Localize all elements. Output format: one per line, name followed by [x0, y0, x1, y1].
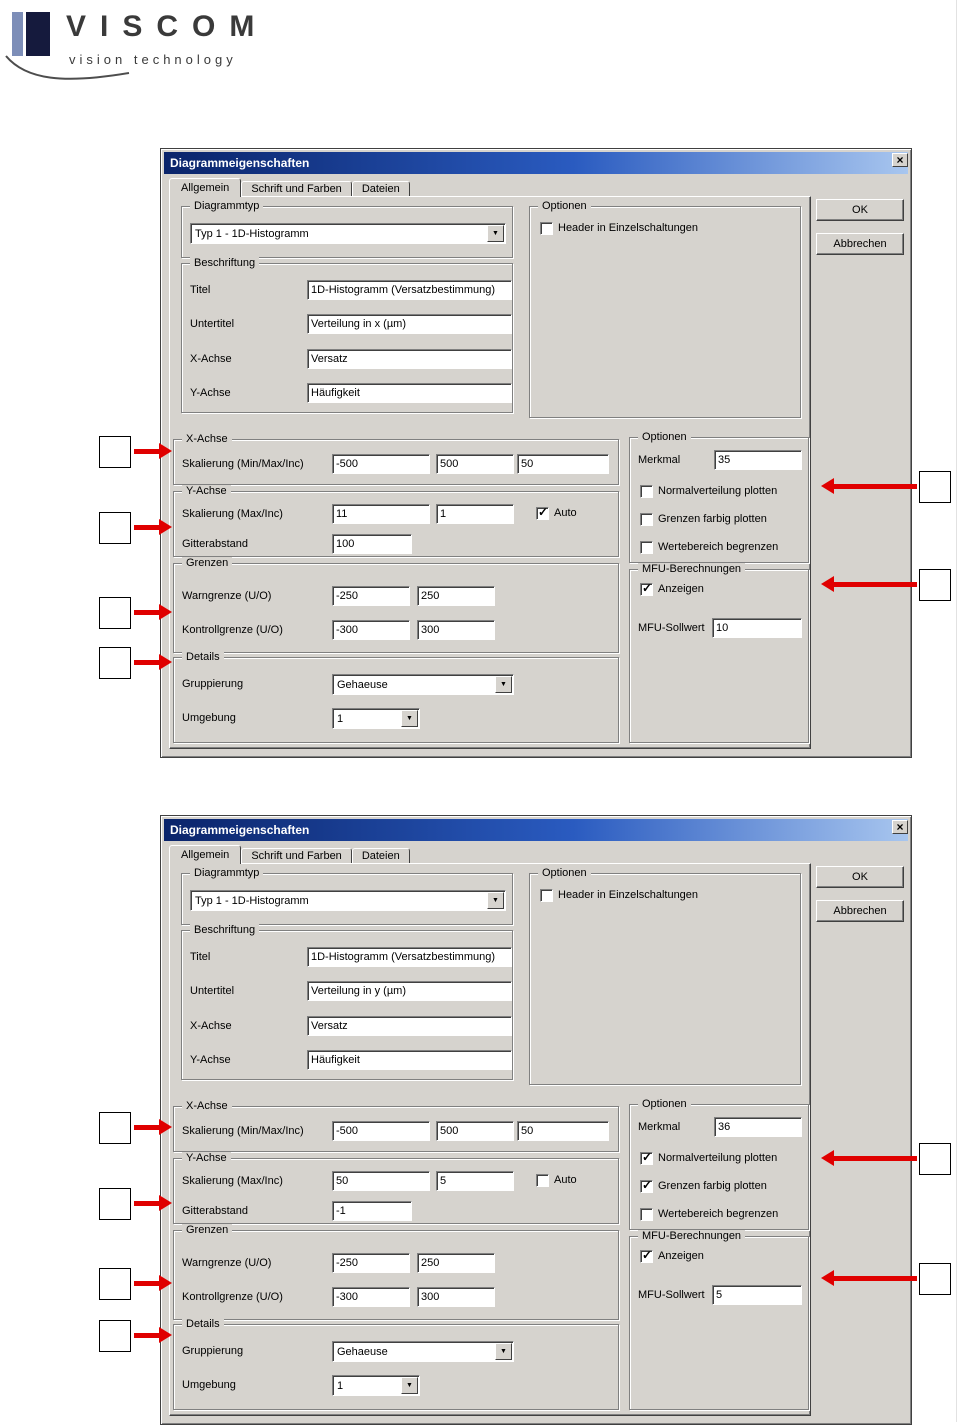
group-details [173, 651, 619, 743]
group-label: X-Achse [182, 1100, 232, 1113]
checkbox-anzeigen[interactable] [640, 582, 704, 596]
callout-box [99, 1188, 131, 1220]
title-bar[interactable] [164, 152, 908, 174]
callout-box [99, 436, 131, 468]
merkmal-input[interactable] [714, 1117, 802, 1137]
group-label: Optionen [638, 431, 691, 444]
checkbox-box[interactable] [640, 513, 653, 526]
yachse-label: Y-Achse [190, 387, 231, 399]
checkbox-wertebereich-begrenzen[interactable] [640, 1207, 778, 1221]
logo-tagline: vision technology [69, 52, 237, 67]
group-diagrammtyp [181, 867, 513, 925]
dialog-diagrammeigenschaften-1 [160, 148, 912, 758]
logo-brand-text: VISCOM [66, 10, 269, 43]
diagrammtyp-combobox[interactable] [190, 890, 506, 911]
mfu-sollwert-input[interactable] [712, 618, 802, 638]
checkbox-anzeigen[interactable] [640, 1249, 704, 1263]
viscom-logo [10, 8, 310, 92]
yachse-input[interactable] [307, 383, 512, 403]
checkbox-wertebereich-begrenzen[interactable] [640, 540, 778, 554]
checkbox-box[interactable] [640, 1250, 653, 1263]
callout-box [919, 1143, 951, 1175]
checkbox-label: Wertebereich begrenzen [658, 1208, 779, 1220]
chevron-down-icon[interactable] [401, 710, 418, 727]
ok-button[interactable]: OK [816, 866, 904, 888]
titel-input[interactable] [307, 280, 512, 300]
x-min-input[interactable] [332, 1121, 430, 1141]
callout-arrow-right-icon [134, 525, 160, 530]
group-details [173, 1318, 619, 1410]
tab-strip [169, 845, 410, 863]
group-label: Grenzen [182, 557, 232, 570]
skalierung-max-inc-label: Skalierung (Max/Inc) [182, 1175, 283, 1187]
tab-strip [169, 178, 410, 196]
checkbox-normalverteilung-plotten[interactable] [640, 1151, 777, 1165]
group-y-achse [173, 1152, 619, 1224]
checkbox-label: Grenzen farbig plotten [658, 1180, 767, 1192]
skalierung-min-max-inc-label: Skalierung (Min/Max/Inc) [182, 1125, 304, 1137]
untertitel-input[interactable] [307, 981, 512, 1001]
checkbox-label: Header in Einzelschaltungen [558, 222, 699, 234]
group-label: MFU-Berechnungen [638, 563, 745, 576]
combobox-value: Typ 1 - 1D-Histogramm [195, 894, 309, 907]
chevron-down-icon[interactable] [487, 225, 504, 242]
checkbox-box[interactable] [640, 583, 653, 596]
group-beschriftung [181, 924, 513, 1080]
x-inc-input[interactable] [517, 454, 609, 474]
chevron-down-icon[interactable] [495, 1343, 512, 1360]
tab-dateien[interactable]: Dateien [352, 181, 410, 196]
title-bar[interactable] [164, 819, 908, 841]
warngrenze-label: Warngrenze (U/O) [182, 590, 272, 602]
group-mfu-berechnungen [629, 1230, 809, 1410]
checkbox-grenzen-farbig-plotten[interactable] [640, 1179, 767, 1193]
callout-arrow-right-icon [134, 1281, 160, 1286]
combobox-value: 1 [337, 1379, 344, 1392]
checkbox-box[interactable] [536, 1174, 549, 1187]
mfu-sollwert-label: MFU-Sollwert [638, 1289, 705, 1301]
kontrollgrenze-max-input[interactable] [417, 620, 495, 640]
combobox-value: 1 [337, 712, 344, 725]
mfu-sollwert-input[interactable] [712, 1285, 802, 1305]
close-icon [896, 151, 903, 169]
page-edge-line [956, 0, 957, 1422]
group-diagrammtyp [181, 200, 513, 258]
checkbox-label: Wertebereich begrenzen [658, 541, 779, 553]
cancel-button[interactable]: Abbrechen [816, 900, 904, 922]
skalierung-max-inc-label: Skalierung (Max/Inc) [182, 508, 283, 520]
checkbox-box[interactable] [640, 485, 653, 498]
gitterabstand-input[interactable] [332, 1201, 412, 1221]
untertitel-input[interactable] [307, 314, 512, 334]
tab-dateien[interactable]: Dateien [352, 848, 410, 863]
checkbox-box[interactable] [540, 889, 553, 902]
checkbox-label: Grenzen farbig plotten [658, 513, 767, 525]
callout-arrow-right-icon [134, 449, 160, 454]
warngrenze-min-input[interactable] [332, 1253, 410, 1273]
merkmal-label: Merkmal [638, 454, 681, 466]
group-label: Details [182, 1318, 224, 1331]
callout-box [99, 647, 131, 679]
dialog-title: Diagrammeigenschaften [170, 823, 310, 837]
group-y-achse [173, 485, 619, 557]
checkbox-grenzen-farbig-plotten[interactable] [640, 512, 767, 526]
callout-arrow-left-icon [833, 1276, 917, 1281]
checkbox-header-einzelschaltungen[interactable] [540, 221, 698, 235]
group-label: X-Achse [182, 433, 232, 446]
chevron-down-icon[interactable] [487, 892, 504, 909]
chevron-down-icon[interactable] [401, 1377, 418, 1394]
yachse-input[interactable] [307, 1050, 512, 1070]
checkbox-label: Anzeigen [658, 583, 704, 595]
xachse-label: X-Achse [190, 1020, 232, 1032]
checkbox-box[interactable] [540, 222, 553, 235]
callout-box [99, 597, 131, 629]
y-inc-input[interactable] [436, 1171, 514, 1191]
checkbox-label: Normalverteilung plotten [658, 1152, 778, 1164]
checkbox-label: Normalverteilung plotten [658, 485, 778, 497]
warngrenze-max-input[interactable] [417, 1253, 495, 1273]
kontrollgrenze-max-input[interactable] [417, 1287, 495, 1307]
x-max-input[interactable] [436, 454, 514, 474]
callout-box [919, 1263, 951, 1295]
x-inc-input[interactable] [517, 1121, 609, 1141]
checkbox-label: Auto [554, 507, 577, 519]
merkmal-input[interactable] [714, 450, 802, 470]
merkmal-label: Merkmal [638, 1121, 681, 1133]
logo-icon-light-bar [12, 12, 23, 56]
callout-arrow-right-icon [134, 610, 160, 615]
umgebung-combobox[interactable] [332, 1375, 420, 1396]
titel-input[interactable] [307, 947, 512, 967]
y-max-input[interactable] [332, 504, 430, 524]
x-max-input[interactable] [436, 1121, 514, 1141]
group-grenzen [173, 557, 619, 653]
close-button[interactable] [892, 153, 908, 167]
tab-schrift-und-farben[interactable]: Schrift und Farben [241, 848, 352, 863]
umgebung-label: Umgebung [182, 1379, 236, 1391]
dialog-title: Diagrammeigenschaften [170, 156, 310, 170]
kontrollgrenze-label: Kontrollgrenze (U/O) [182, 624, 283, 636]
group-x-achse [173, 1100, 619, 1152]
group-label: Y-Achse [182, 1152, 231, 1165]
diagrammtyp-combobox[interactable] [190, 223, 506, 244]
tab-schrift-und-farben[interactable]: Schrift und Farben [241, 181, 352, 196]
tab-allgemein[interactable]: Allgemein [169, 845, 241, 864]
checkbox-header-einzelschaltungen[interactable] [540, 888, 698, 902]
group-x-achse [173, 433, 619, 485]
ok-button[interactable]: OK [816, 199, 904, 221]
group-label: Optionen [538, 200, 591, 213]
xachse-input[interactable] [307, 349, 512, 369]
mfu-sollwert-label: MFU-Sollwert [638, 622, 705, 634]
callout-arrow-right-icon [134, 660, 160, 665]
gruppierung-combobox[interactable] [332, 674, 514, 695]
checkbox-box[interactable] [640, 1208, 653, 1221]
group-optionen [629, 431, 809, 563]
checkbox-label: Anzeigen [658, 1250, 704, 1262]
group-label: Beschriftung [190, 924, 259, 937]
callout-arrow-left-icon [833, 484, 917, 489]
group-label: Diagrammtyp [190, 867, 263, 880]
group-label: Beschriftung [190, 257, 259, 270]
umgebung-label: Umgebung [182, 712, 236, 724]
tab-allgemein[interactable]: Allgemein [169, 178, 241, 197]
checkbox-label: Header in Einzelschaltungen [558, 889, 699, 901]
warngrenze-max-input[interactable] [417, 586, 495, 606]
group-label: MFU-Berechnungen [638, 1230, 745, 1243]
cancel-button[interactable]: Abbrechen [816, 233, 904, 255]
checkbox-box[interactable] [536, 507, 549, 520]
close-button[interactable] [892, 820, 908, 834]
combobox-value: Gehaeuse [337, 678, 388, 691]
callout-box [919, 569, 951, 601]
callout-box [99, 1320, 131, 1352]
callout-arrow-left-icon [833, 1156, 917, 1161]
group-beschriftung [181, 257, 513, 413]
group-grenzen [173, 1224, 619, 1320]
titel-label: Titel [190, 284, 211, 296]
kontrollgrenze-min-input[interactable] [332, 620, 410, 640]
callout-arrow-left-icon [833, 582, 917, 587]
combobox-value: Gehaeuse [337, 1345, 388, 1358]
untertitel-label: Untertitel [190, 318, 235, 330]
y-inc-input[interactable] [436, 504, 514, 524]
callout-box [99, 1112, 131, 1144]
callout-box [99, 512, 131, 544]
gruppierung-combobox[interactable] [332, 1341, 514, 1362]
group-label: Details [182, 651, 224, 664]
group-optionen-header [529, 867, 801, 1085]
gitterabstand-input[interactable] [332, 534, 412, 554]
kontrollgrenze-min-input[interactable] [332, 1287, 410, 1307]
logo-icon-dark-block [26, 12, 50, 56]
callout-box [99, 1268, 131, 1300]
callout-arrow-right-icon [134, 1125, 160, 1130]
group-label: Optionen [638, 1098, 691, 1111]
kontrollgrenze-label: Kontrollgrenze (U/O) [182, 1291, 283, 1303]
group-optionen [629, 1098, 809, 1230]
skalierung-min-max-inc-label: Skalierung (Min/Max/Inc) [182, 458, 304, 470]
viscom-logo-icon [12, 12, 50, 56]
callout-arrow-right-icon [134, 1333, 160, 1338]
group-label: Optionen [538, 867, 591, 880]
xachse-input[interactable] [307, 1016, 512, 1036]
close-icon [896, 818, 903, 836]
yachse-label: Y-Achse [190, 1054, 231, 1066]
group-label: Grenzen [182, 1224, 232, 1237]
group-mfu-berechnungen [629, 563, 809, 743]
x-min-input[interactable] [332, 454, 430, 474]
checkbox-auto[interactable] [536, 506, 577, 520]
group-label: Y-Achse [182, 485, 231, 498]
warngrenze-min-input[interactable] [332, 586, 410, 606]
checkbox-box[interactable] [640, 541, 653, 554]
gruppierung-label: Gruppierung [182, 678, 244, 690]
untertitel-label: Untertitel [190, 985, 235, 997]
checkbox-box[interactable] [640, 1180, 653, 1193]
group-label: Diagrammtyp [190, 200, 263, 213]
warngrenze-label: Warngrenze (U/O) [182, 1257, 272, 1269]
checkbox-auto[interactable] [536, 1173, 577, 1187]
callout-arrow-right-icon [134, 1201, 160, 1206]
titel-label: Titel [190, 951, 211, 963]
checkbox-box[interactable] [640, 1152, 653, 1165]
gruppierung-label: Gruppierung [182, 1345, 244, 1357]
gitterabstand-label: Gitterabstand [182, 538, 249, 550]
callout-box [919, 471, 951, 503]
umgebung-combobox[interactable] [332, 708, 420, 729]
dialog-diagrammeigenschaften-2 [160, 815, 912, 1425]
y-max-input[interactable] [332, 1171, 430, 1191]
chevron-down-icon[interactable] [495, 676, 512, 693]
checkbox-label: Auto [554, 1174, 577, 1186]
xachse-label: X-Achse [190, 353, 232, 365]
gitterabstand-label: Gitterabstand [182, 1205, 249, 1217]
combobox-value: Typ 1 - 1D-Histogramm [195, 227, 309, 240]
checkbox-normalverteilung-plotten[interactable] [640, 484, 777, 498]
group-optionen-header [529, 200, 801, 418]
